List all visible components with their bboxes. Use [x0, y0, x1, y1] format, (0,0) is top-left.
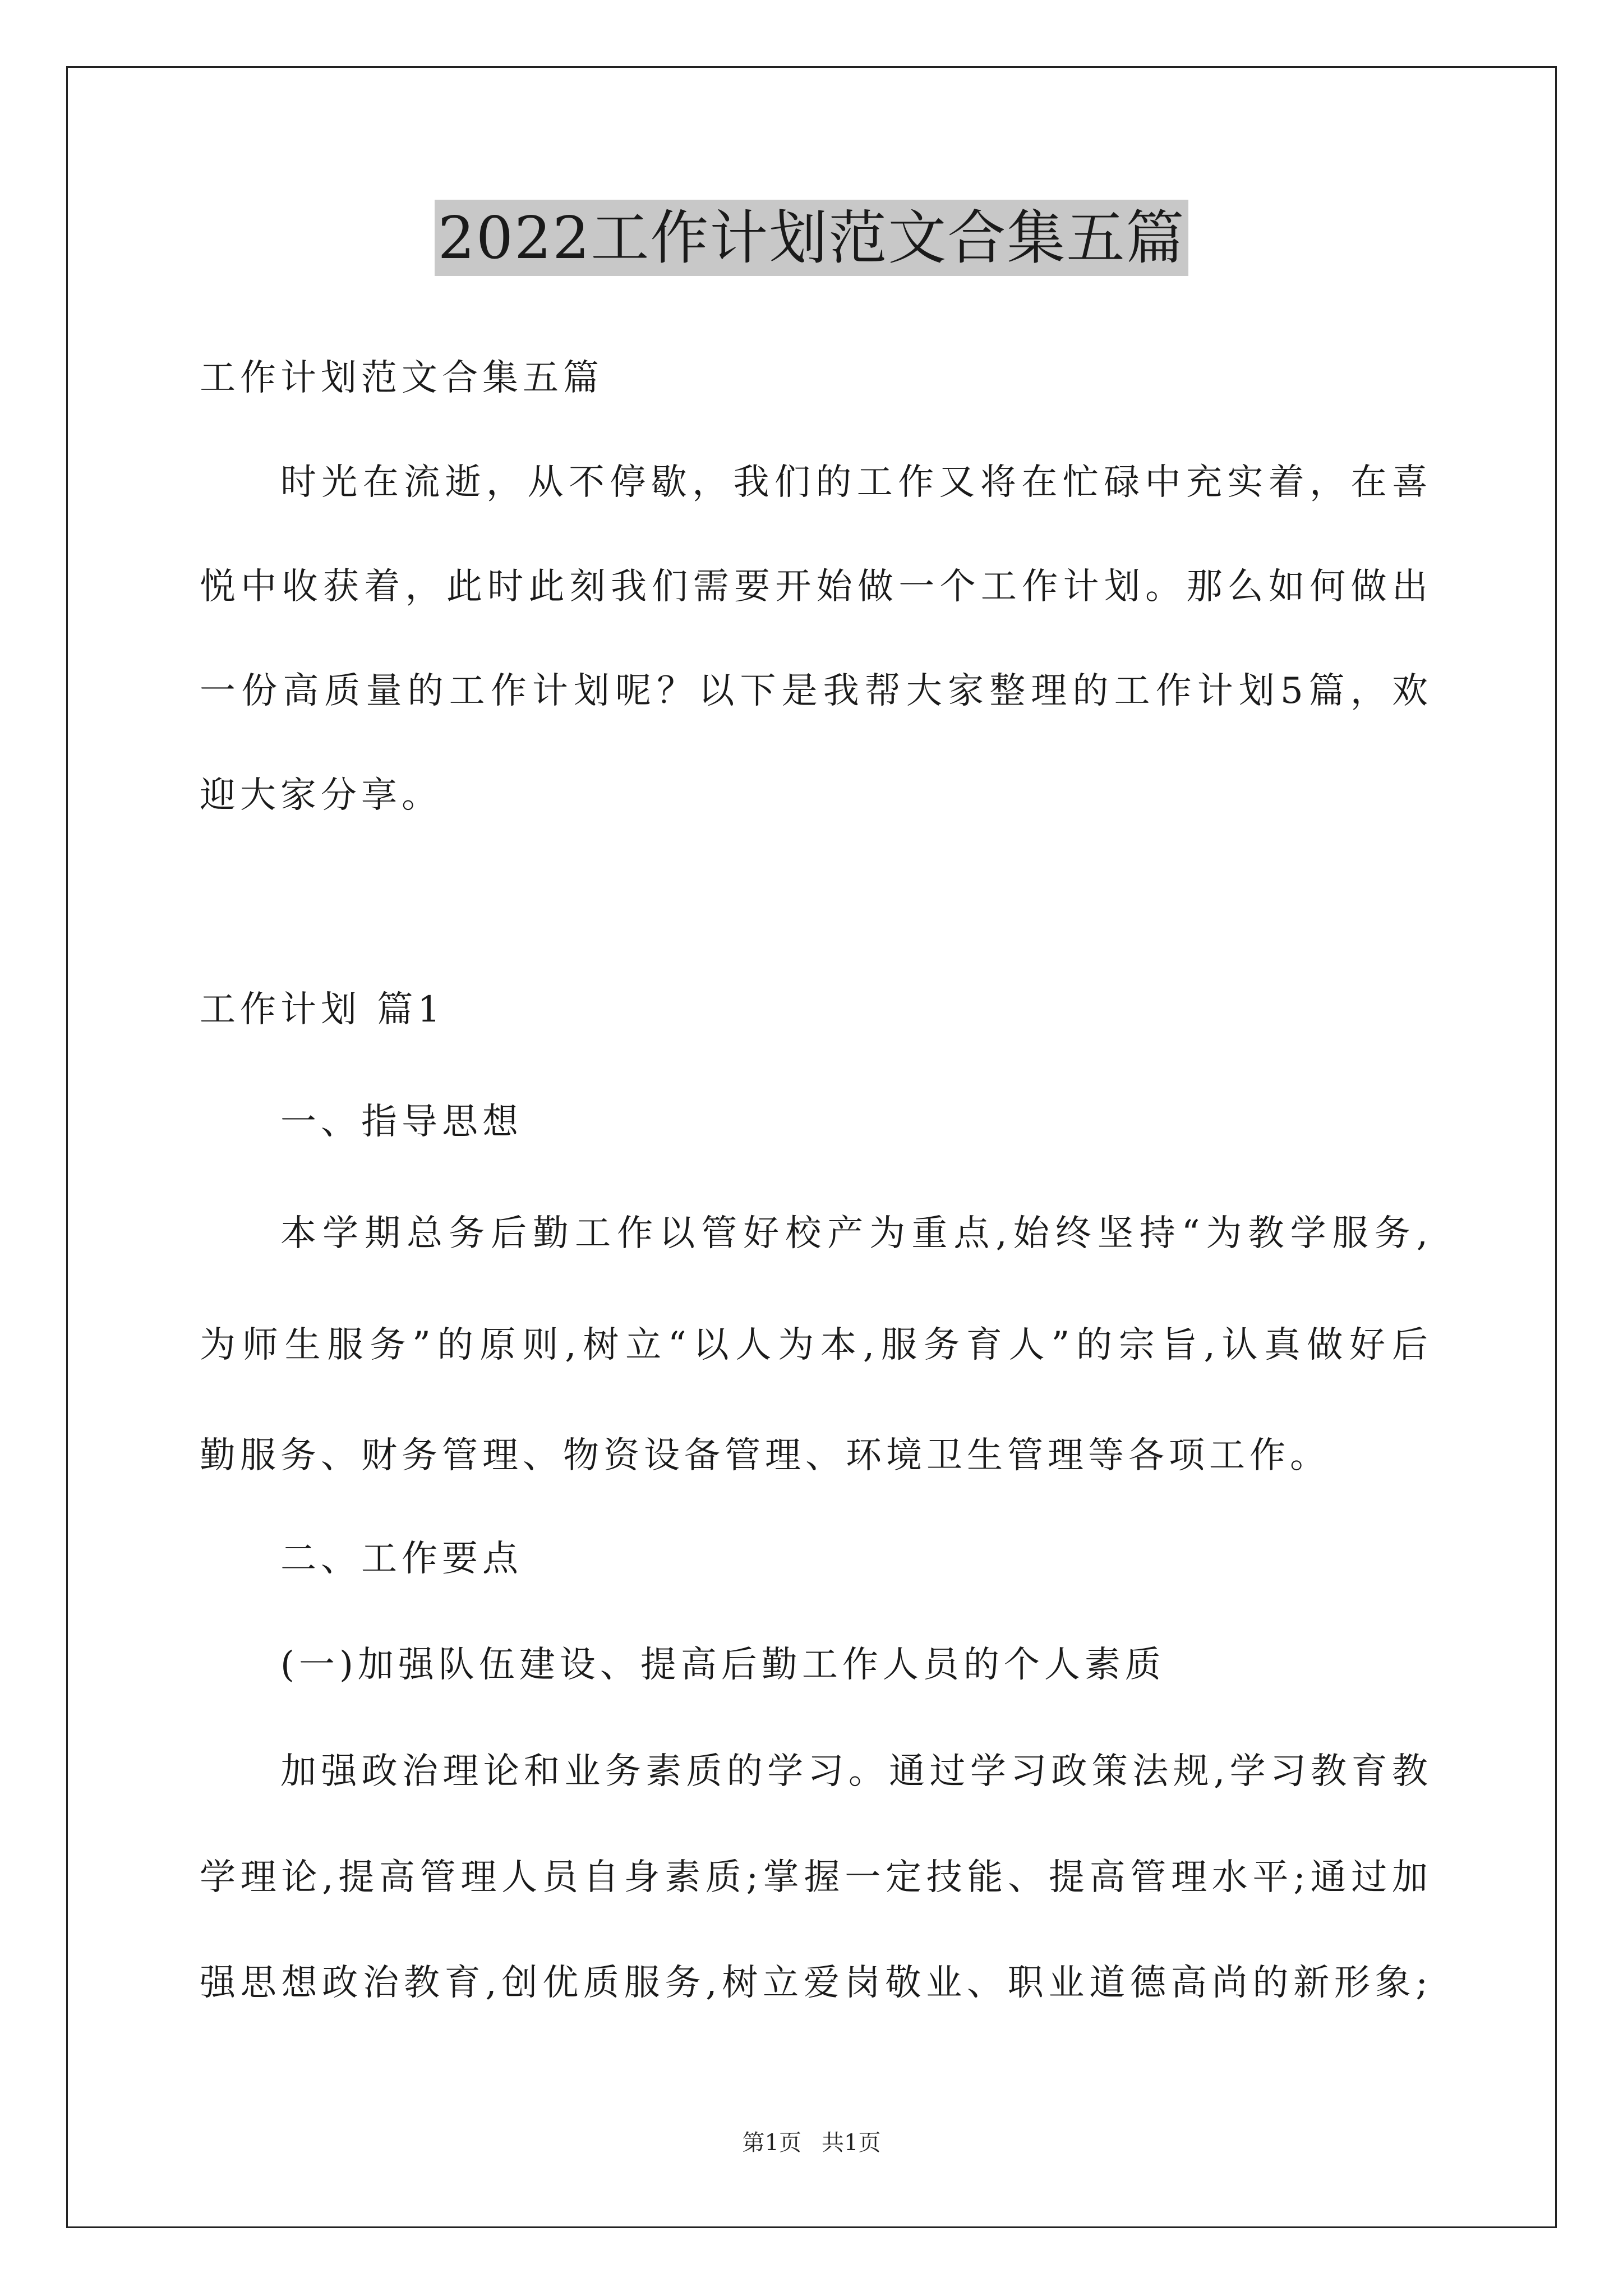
- subtitle-line: 工作计划范文合集五篇: [200, 357, 603, 399]
- page-footer: [0, 2129, 1623, 2157]
- body-line: 加强政治理论和业务素质的学习。通过学习政策法规,学习教育教: [280, 1751, 1428, 1792]
- document-title: 2022工作计划范文合集五篇: [435, 200, 1189, 276]
- body-line: 时光在流逝，从不停歇，我们的工作又将在忙碌中充实着，在喜: [280, 462, 1428, 503]
- body-line: 悦中收获着，此时此刻我们需要开始做一个工作计划。那么如何做出: [200, 566, 1428, 608]
- body-line: 本学期总务后勤工作以管好校产为重点,始终坚持“为教学服务,: [280, 1213, 1428, 1254]
- section-heading: 工作计划 篇1: [200, 989, 445, 1030]
- body-line: 迎大家分享。: [200, 775, 442, 816]
- subheading: (一)加强队伍建设、提高后勤工作人员的个人素质: [280, 1644, 1165, 1686]
- body-line: 一份高质量的工作计划呢？以下是我帮大家整理的工作计划5篇，欢: [200, 670, 1428, 712]
- page-number-current: 第1页: [742, 2130, 801, 2156]
- page-number-total: 共1页: [822, 2130, 881, 2156]
- subheading: 一、指导思想: [280, 1101, 523, 1143]
- body-line: 为师生服务”的原则,树立“以人为本,服务育人”的宗旨,认真做好后: [200, 1324, 1428, 1366]
- subheading: 二、工作要点: [280, 1538, 523, 1580]
- title-container: [0, 200, 1623, 276]
- body-line: 学理论,提高管理人员自身素质;掌握一定技能、提高管理水平;通过加: [200, 1857, 1428, 1898]
- body-line: 强思想政治教育,创优质服务,树立爱岗敬业、职业道德高尚的新形象;: [200, 1962, 1428, 2004]
- body-line: 勤服务、财务管理、物资设备管理、环境卫生管理等各项工作。: [200, 1435, 1330, 1476]
